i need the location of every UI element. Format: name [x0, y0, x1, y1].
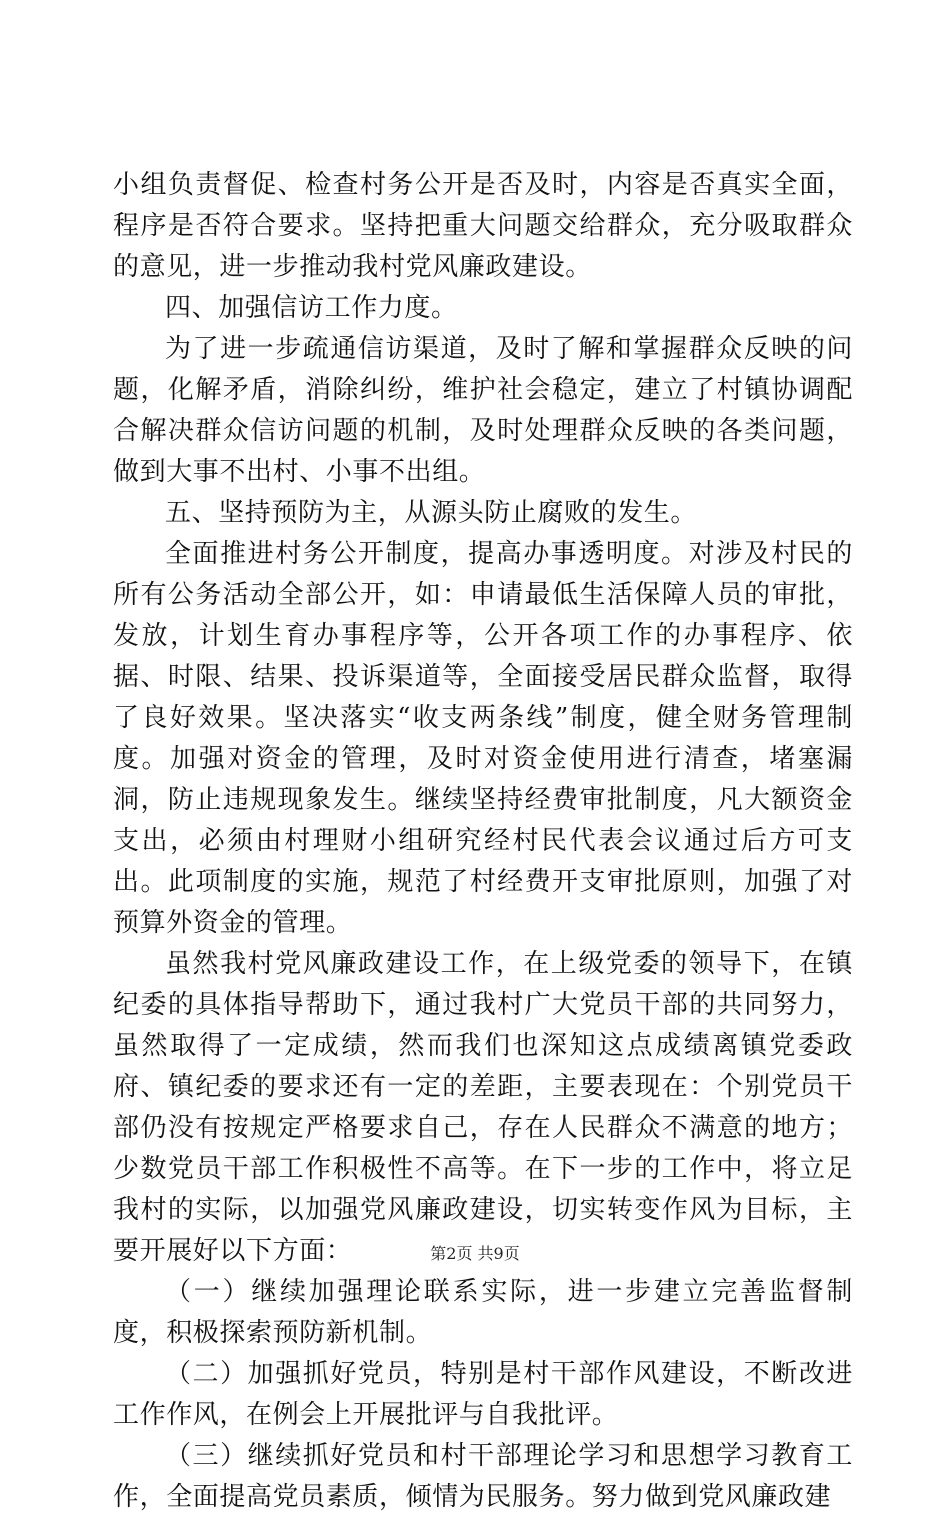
- paragraph-petition-work: 为了进一步疏通信访渠道，及时了解和掌握群众反映的问题，化解矛盾，消除纠纷，维护社会稳定，建立了村镇协调配合解决群众信访问题的机制，及时处理群众反映的各类问题，做到大事不出村、小事不出组。: [113, 334, 853, 487]
- document-body: [113, 165, 853, 1518]
- list-item-three: （三）继续抓好党员和村干部理论学习和思想学习教育工作，全面提高党员素质，倾情为民服务。努力做到党风廉政建: [113, 1441, 853, 1512]
- section-heading-four: 四、加强信访工作力度。: [165, 293, 458, 323]
- section-heading-five: 五、坚持预防为主，从源头防止腐败的发生。: [165, 498, 698, 528]
- paragraph-shortcomings: 虽然我村党风廉政建设工作，在上级党委的领导下，在镇纪委的具体指导帮助下，通过我村广大党员干部的共同努力，虽然取得了一定成绩，然而我们也深知这点成绩离镇党委政府、镇纪委的要求还有一定的差距，主要表现在：个别党员干部仍没有按规定严格要求自己，存在人民群众不满意的地方；少数党员干部工作积极性不高等。在下一步的工作中，将立足我村的实际，以加强党风廉政建设，切实转变作风为目标，主要开展好以下方面：: [113, 949, 853, 1266]
- list-item-one: （一）继续加强理论联系实际，进一步建立完善监督制度，积极探索预防新机制。: [113, 1277, 853, 1348]
- paragraph-village-affairs: 全面推进村务公开制度，提高办事透明度。对涉及村民的所有公务活动全部公开，如：申请最低生活保障人员的审批，发放，计划生育办事程序等，公开各项工作的办事程序、依据、时限、结果、投诉渠道等，全面接受居民群众监督，取得了良好效果。坚决落实“收支两条线”制度，健全财务管理制度。加强对资金的管理，及时对资金使用进行清查，堵塞漏洞，防止违规现象发生。继续坚持经费审批制度，凡大额资金支出，必须由村理财小组研究经村民代表会议通过后方可支出。此项制度的实施，规范了村经费开支审批原则，加强了对预算外资金的管理。: [113, 539, 853, 938]
- page-number-footer: 第2页 共9页: [430, 1244, 520, 1263]
- paragraph-continuation: 小组负责督促、检查村务公开是否及时，内容是否真实全面，程序是否符合要求。坚持把重大问题交给群众，充分吸取群众的意见，进一步推动我村党风廉政建设。: [113, 170, 853, 282]
- list-item-two: （二）加强抓好党员，特别是村干部作风建设，不断改进工作作风，在例会上开展批评与自我批评。: [113, 1359, 853, 1430]
